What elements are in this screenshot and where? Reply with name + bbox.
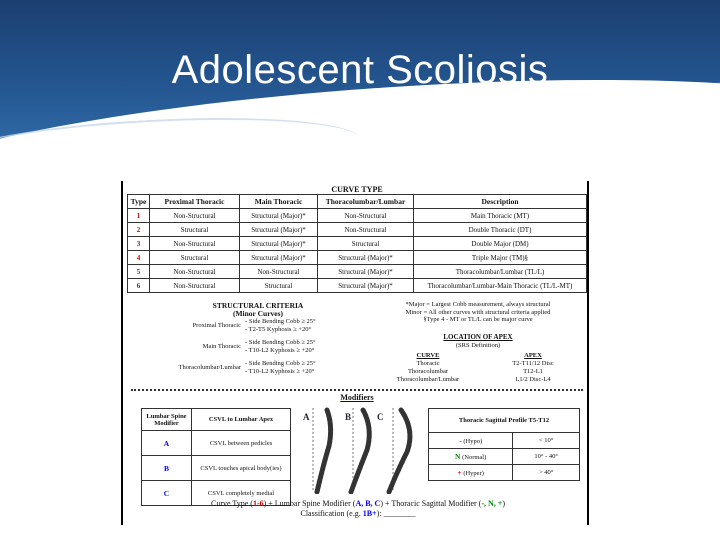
column-header: Lumbar Spine Modifier <box>142 409 192 431</box>
criteria-values <box>245 318 316 333</box>
table-row <box>128 279 587 293</box>
type-number: 1 <box>128 209 150 223</box>
modifier-letter: A <box>142 431 192 456</box>
table-row <box>128 237 587 251</box>
table-row <box>128 251 587 265</box>
table-cell: Triple Major (TM)§ <box>414 251 587 265</box>
table-cell: Structural <box>150 251 240 265</box>
classification-formula <box>153 499 563 519</box>
formula-text: ) + Thoracic Sagittal Modifier ( <box>380 499 482 508</box>
table-cell: Structural (Major)* <box>240 209 318 223</box>
apex-curve: Thoracolumbar <box>407 368 449 375</box>
table-cell <box>429 433 513 449</box>
criteria-values <box>245 339 316 354</box>
table-cell: > 40° <box>513 465 580 481</box>
table-row <box>429 449 580 465</box>
modifier-letter: B <box>142 456 192 481</box>
table-cell: Structural (Major)* <box>240 237 318 251</box>
apex-title: LOCATION OF APEX <box>443 333 513 341</box>
type-number: 2 <box>128 223 150 237</box>
table-cell: Structural <box>240 279 318 293</box>
table-row <box>142 456 291 481</box>
criteria-line: - Side Bending Cobb ≥ 25° <box>245 339 316 346</box>
modifier-symbol: - <box>459 436 462 445</box>
dotted-divider <box>131 389 583 391</box>
table-row <box>429 465 580 481</box>
column-header: Description <box>414 195 587 209</box>
note-line: §Type 4 - MT or TL/L can be major curve <box>423 316 533 323</box>
modifier-letter: C <box>142 481 192 506</box>
table-cell <box>429 465 513 481</box>
table-cell: Non-Structural <box>150 265 240 279</box>
table-cell: 10° - 40° <box>513 449 580 465</box>
table-cell: Non-Structural <box>150 237 240 251</box>
table-cell: Non-Structural <box>318 223 414 237</box>
criteria-line: - Side Bending Cobb ≥ 25° <box>245 318 316 325</box>
column-header: Main Thoracic <box>240 195 318 209</box>
slide-title: Adolescent Scoliosis <box>171 48 549 92</box>
table-cell: Double Thoracic (DT) <box>414 223 587 237</box>
spine-label: C <box>377 412 384 422</box>
table-header-row <box>142 409 291 431</box>
column-header: Type <box>128 195 150 209</box>
table-cell: Thoracolumbar/Lumbar-Main Thoracic (TL/L-MT) <box>414 279 587 293</box>
structural-criteria-subtitle: (Minor Curves) <box>232 309 284 318</box>
modifier-symbol: N <box>455 452 461 461</box>
curve-type-table <box>127 194 587 293</box>
table-cell: Structural <box>150 223 240 237</box>
criteria-line: - T10-L2 Kyphosis ≥ +20° <box>245 346 315 354</box>
modifier-symbol: + <box>457 468 462 477</box>
apex-row <box>373 360 583 368</box>
formula-text: Classification (e.g. <box>300 509 363 518</box>
table-cell: Structural (Major)* <box>318 279 414 293</box>
table-row <box>142 431 291 456</box>
apex-value: T12-L1 <box>523 368 543 375</box>
table-cell: Double Major (DM) <box>414 237 587 251</box>
column-header: CSVL to Lumbar Apex <box>192 409 291 431</box>
table-cell: Structural (Major)* <box>240 223 318 237</box>
table-cell: Structural <box>318 237 414 251</box>
table-cell: Thoracolumbar/Lumbar (TL/L) <box>414 265 587 279</box>
table-row <box>128 209 587 223</box>
apex-col-header: CURVE <box>416 352 440 359</box>
spine-drawing <box>293 406 425 494</box>
criteria-label: Proximal Thoracic <box>192 322 241 329</box>
table-row <box>429 433 580 449</box>
formula-sagittal: -, N, + <box>481 499 503 508</box>
type-number: 5 <box>128 265 150 279</box>
table-header-row <box>429 409 580 433</box>
column-header: Thoracolumbar/Lumbar <box>318 195 414 209</box>
spine-label: A <box>303 412 310 422</box>
structural-criteria-title: STRUCTURAL CRITERIA <box>212 301 304 310</box>
column-header: Proximal Thoracic <box>150 195 240 209</box>
table-cell: Non-Structural <box>240 265 318 279</box>
table-cell: CSVL between pedicles <box>192 431 291 456</box>
modifier-name: (Hypo) <box>463 438 483 445</box>
criteria-line: - T2-T5 Kyphosis ≥ +20° <box>245 325 312 333</box>
table-cell: CSVL completely medial <box>192 481 291 506</box>
apex-curve: Thoracolumbar/Lumbar <box>396 376 460 383</box>
apex-table <box>373 352 583 384</box>
lumbar-modifier-table <box>141 408 291 506</box>
formula-line <box>153 499 563 509</box>
note-line: Minor = All other curves with structural criteria applied <box>405 308 551 316</box>
formula-text: ) + Lumbar Spine Modifier ( <box>263 499 356 508</box>
modifier-name: (Normal) <box>462 454 487 461</box>
major-minor-notes <box>373 301 583 324</box>
apex-curve: Thoracic <box>416 360 440 367</box>
table-header-row <box>128 195 587 209</box>
spine-c <box>389 410 410 492</box>
criteria-values <box>245 360 316 375</box>
criteria-label: Main Thoracic <box>202 343 241 350</box>
criteria-line: - T10-L2 Kyphosis ≥ +20° <box>245 367 315 375</box>
apex-row <box>373 376 583 384</box>
apex-row <box>373 368 583 376</box>
spine-a <box>317 410 331 492</box>
table-cell: < 10° <box>513 433 580 449</box>
table-cell: Structural (Major)* <box>318 251 414 265</box>
table-row <box>128 223 587 237</box>
column-header: Thoracic Sagittal Profile T5-T12 <box>429 409 580 433</box>
formula-types: 1-6 <box>252 499 264 508</box>
structural-criteria-heading <box>183 302 333 318</box>
table-cell: Non-Structural <box>150 209 240 223</box>
modifier-name: (Hyper) <box>463 470 484 477</box>
spine-illustration <box>293 406 425 494</box>
note-line: *Major = Largest Cobb measurement, always structural <box>405 301 551 308</box>
formula-text: ) <box>502 499 505 508</box>
type-number: 6 <box>128 279 150 293</box>
sagittal-modifier-table <box>428 408 580 481</box>
formula-example: 1B+ <box>362 509 377 518</box>
table-cell: Structural (Major)* <box>240 251 318 265</box>
table-cell <box>429 449 513 465</box>
criteria-label: Thoracolumbar/Lumbar <box>178 364 241 371</box>
table-cell: Structural (Major)* <box>318 265 414 279</box>
spine-b <box>351 410 369 492</box>
type-number: 4 <box>128 251 150 265</box>
modifiers-title: Modifiers <box>340 393 374 402</box>
criteria-line: - Side Bending Cobb ≥ 25° <box>245 360 316 367</box>
apex-col-header: APEX <box>524 352 542 359</box>
formula-lumbar: A, B, C <box>355 499 381 508</box>
table-row <box>128 265 587 279</box>
formula-text: Curve Type ( <box>210 499 253 508</box>
curve-type-title: CURVE TYPE <box>331 185 383 194</box>
table-cell: Non-Structural <box>318 209 414 223</box>
formula-example-line <box>153 509 563 519</box>
table-cell: Main Thoracic (MT) <box>414 209 587 223</box>
apex-subtitle: (SRS Definition) <box>455 342 501 349</box>
table-cell: CSVL touches apical body(ies) <box>192 456 291 481</box>
apex-value: T2-T11/12 Disc <box>512 360 554 367</box>
spine-label: B <box>345 412 352 422</box>
type-number: 3 <box>128 237 150 251</box>
lenke-classification-figure <box>121 181 589 525</box>
apex-value: L1/2 Disc-L4 <box>515 376 551 383</box>
table-cell: Non-Structural <box>150 279 240 293</box>
formula-text: ): ________ <box>376 509 416 518</box>
